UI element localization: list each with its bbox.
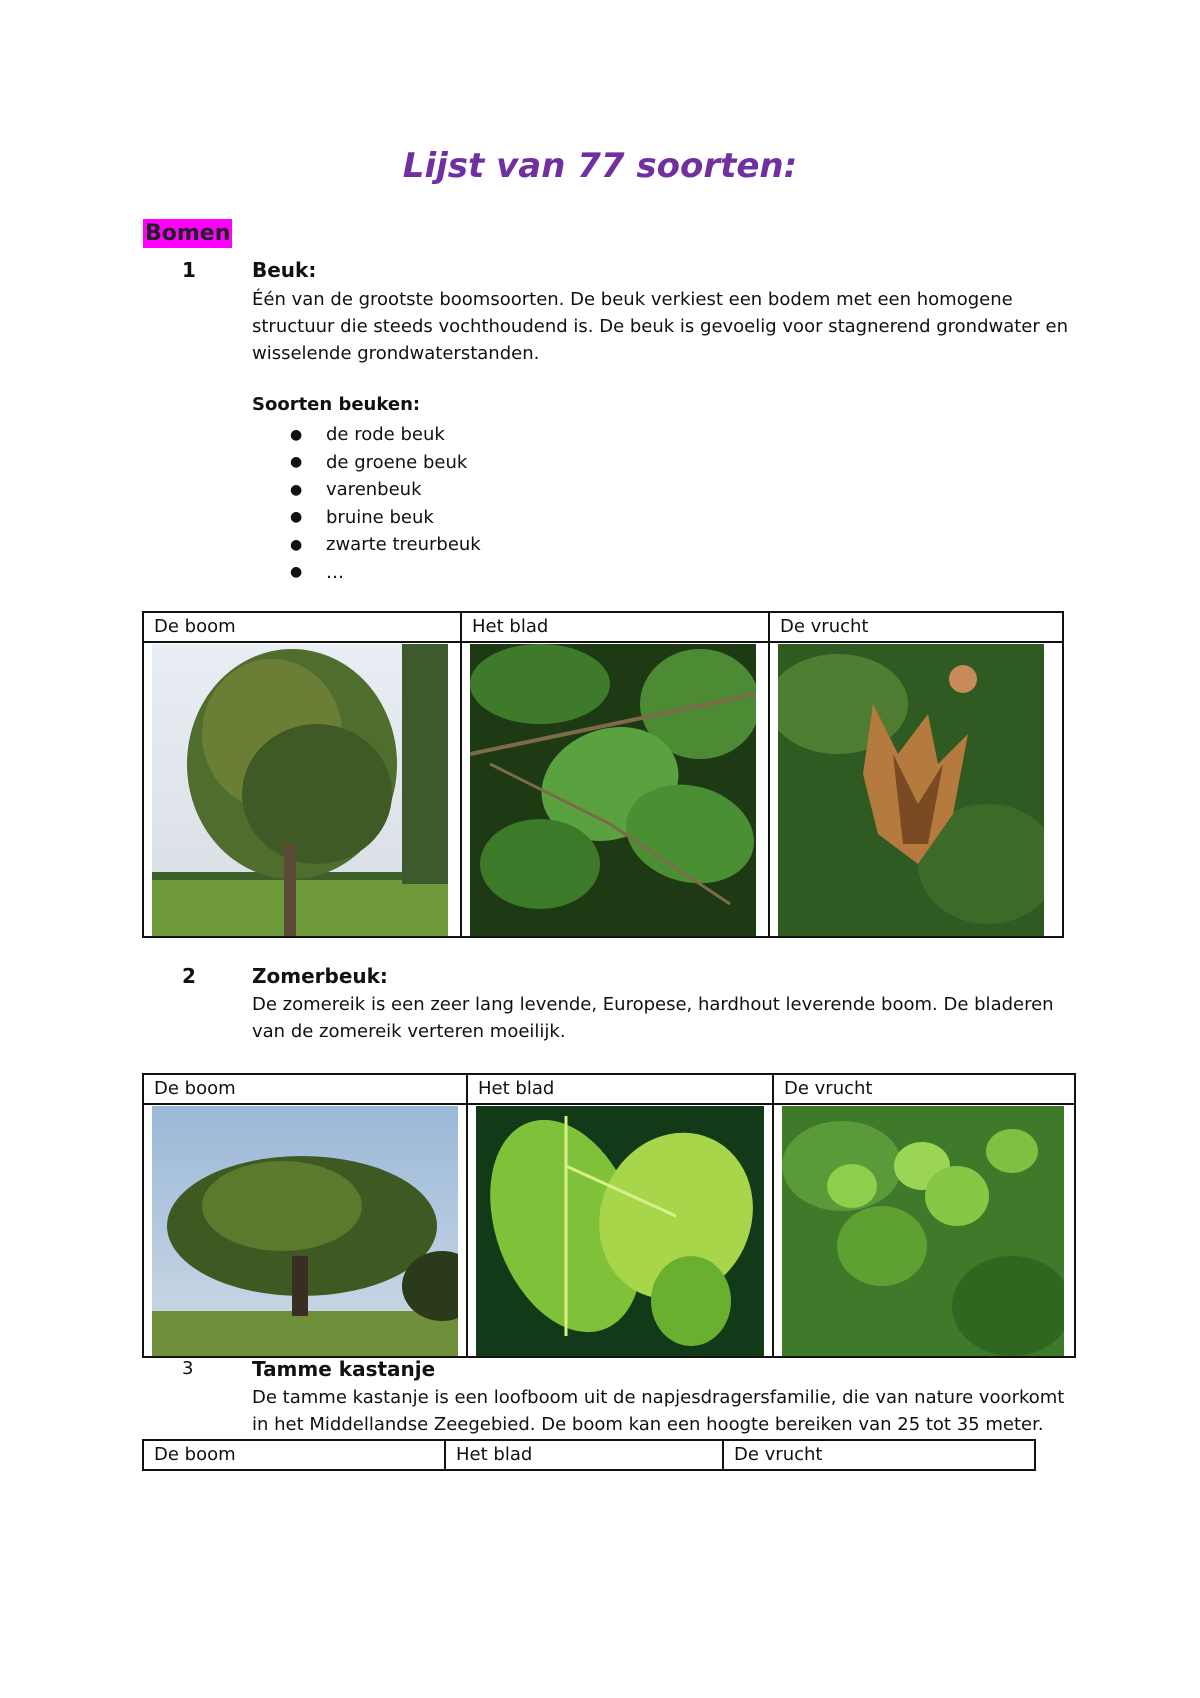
image-table-tamme-kastanje [142, 1439, 1036, 1471]
entry-description: De tamme kastanje is een loofboom uit de napjesdragersfamilie, die van nature voorkomt in het Middellandse Zeegebied. De boom kan een hoogte bereiken van 25 tot 35 meter. [252, 1387, 1065, 1435]
bullet-icon: ● [290, 454, 303, 471]
table-header: De boom [154, 1078, 236, 1099]
entry-name: Zomerbeuk: [252, 964, 388, 988]
list-item: ● … [290, 561, 344, 583]
entry-description: De zomereik is een zeer lang levende, Europese, hardhout leverende boom. De bladeren van de zomereik verteren moeilijk. [252, 994, 1054, 1042]
entry-name: Tamme kastanje [252, 1357, 436, 1381]
list-item: ● de groene beuk [290, 451, 468, 473]
bullet-icon: ● [290, 564, 303, 581]
list-item: ● zwarte treurbeuk [290, 534, 481, 556]
table-header: Het blad [472, 616, 549, 637]
list-item: ● de rode beuk [290, 424, 445, 446]
entry-name: Beuk: [252, 258, 317, 282]
page-title: Lijst van 77 soorten: [402, 146, 798, 186]
entry-description: Één van de grootste boomsoorten. De beuk verkiest een bodem met een homogene structuur die steeds vochthoudend is. De beuk is gevoelig voor stagnerend grondwater en wisselende grondwaterstanden. [252, 289, 1068, 364]
table-header: Het blad [456, 1444, 533, 1465]
beech-leaf-photo [470, 644, 756, 936]
table-header: De vrucht [780, 616, 869, 637]
table-header: De boom [154, 1444, 236, 1465]
oak-acorn-photo [782, 1106, 1064, 1356]
bullet-icon: ● [290, 536, 303, 553]
beech-tree-photo [152, 644, 448, 936]
table-header: Het blad [478, 1078, 555, 1099]
table-header: De boom [154, 616, 236, 637]
entry-number: 2 [182, 964, 196, 988]
bullet-icon: ● [290, 481, 303, 498]
image-table-zomerbeuk [142, 1073, 1076, 1358]
bullet-icon: ● [290, 426, 303, 443]
table-header: De vrucht [784, 1078, 873, 1099]
image-table-beuk [142, 611, 1064, 938]
list-item: ● varenbeuk [290, 479, 422, 501]
category-label: Bomen [145, 221, 231, 246]
entry-number: 3 [182, 1358, 194, 1379]
varieties-heading: Soorten beuken: [252, 394, 421, 415]
varieties-list [290, 421, 481, 586]
list-item: ● bruine beuk [290, 506, 434, 528]
oak-leaf-photo [476, 1106, 764, 1356]
beech-nut-photo [778, 644, 1044, 936]
bullet-icon: ● [290, 509, 303, 526]
table-header: De vrucht [734, 1444, 823, 1465]
entry-number: 1 [182, 258, 196, 282]
oak-tree-photo [152, 1106, 458, 1356]
